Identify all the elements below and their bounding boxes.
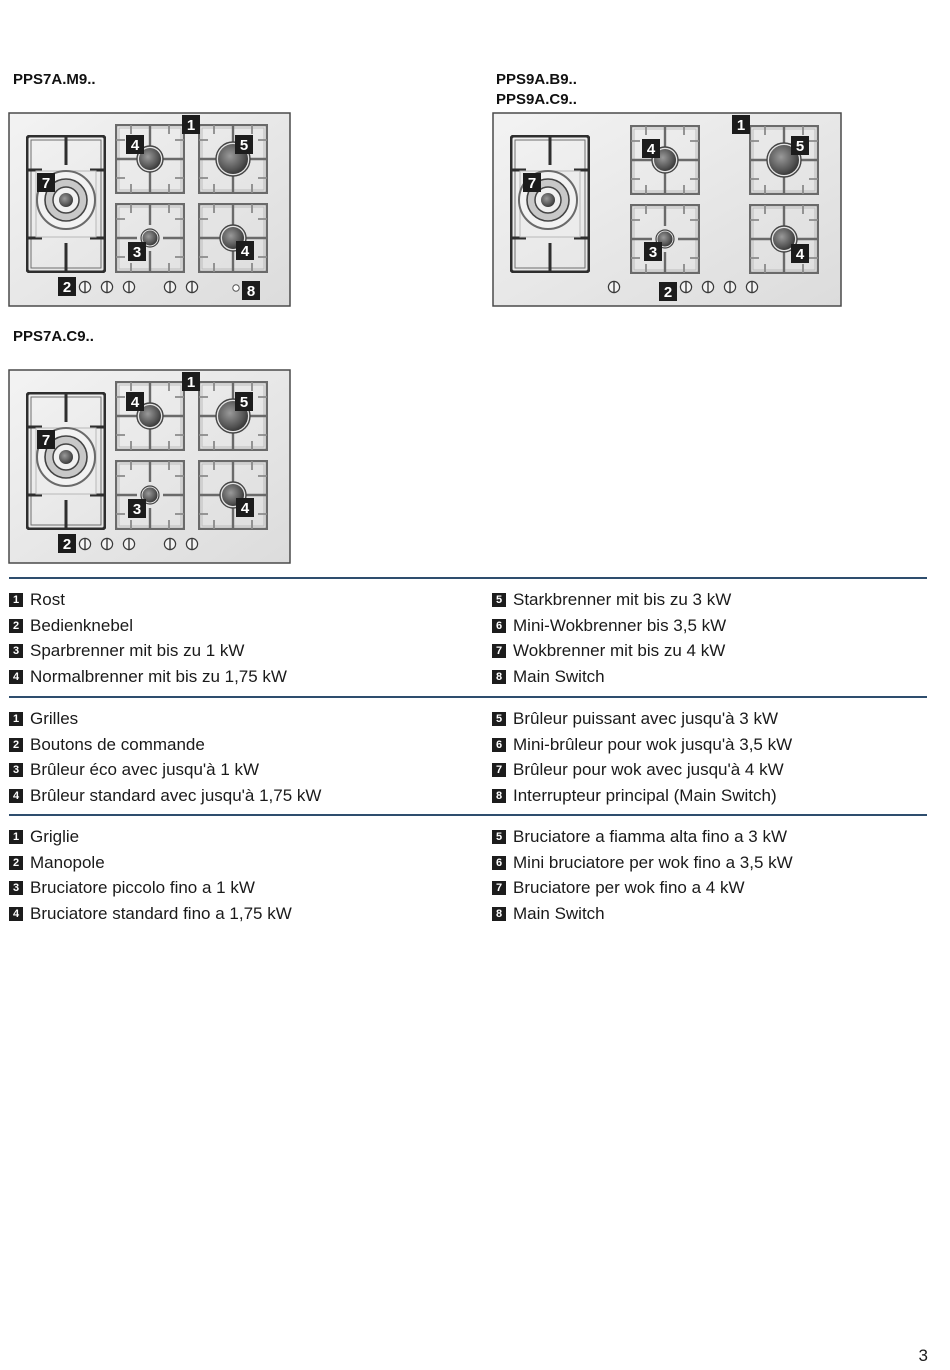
- legend-item: [492, 875, 927, 901]
- callout-3: [128, 242, 146, 261]
- number-badge: 4: [9, 907, 23, 921]
- number-badge: 4: [9, 670, 23, 684]
- callout-4: [236, 241, 254, 260]
- callout-4: [236, 498, 254, 517]
- callout-7: [37, 173, 55, 192]
- model-label-pps9a-b9: PPS9A.B9..: [496, 71, 577, 88]
- legend-text: Bruciatore standard fino a 1,75 kW: [30, 903, 292, 923]
- number-badge: 3: [9, 644, 23, 658]
- svg-text:2: 2: [663, 284, 673, 301]
- legend-text: Mini bruciatore per wok fino a 3,5 kW: [513, 852, 793, 872]
- legend-item: [9, 706, 492, 732]
- svg-text:4: 4: [240, 500, 250, 517]
- number-badge: 1: [9, 593, 23, 607]
- number-badge: 8: [492, 907, 506, 921]
- legend-text: Brûleur puissant avec jusqu'à 3 kW: [513, 708, 778, 728]
- callout-4: [642, 139, 660, 158]
- svg-text:2: 2: [62, 279, 72, 296]
- legend-item: [492, 783, 927, 809]
- number-badge: 1: [9, 830, 23, 844]
- legend-text: Brûleur pour wok avec jusqu'à 4 kW: [513, 760, 784, 780]
- legend-text: Bruciatore piccolo fino a 1 kW: [30, 878, 255, 898]
- svg-text:2: 2: [62, 536, 72, 553]
- svg-text:5: 5: [239, 137, 249, 154]
- legend-item: [492, 732, 927, 758]
- model-label-pps7a-c9: PPS7A.C9..: [13, 328, 94, 345]
- legend-item: [9, 757, 492, 783]
- svg-text:7: 7: [41, 175, 51, 192]
- svg-text:1: 1: [186, 374, 196, 391]
- number-badge: 8: [492, 670, 506, 684]
- legend-text: Brûleur standard avec jusqu'à 1,75 kW: [30, 785, 322, 805]
- legend-item: [492, 638, 927, 664]
- svg-text:1: 1: [736, 117, 746, 134]
- legend-text: Griglie: [30, 826, 80, 846]
- callout-1: [732, 115, 750, 134]
- number-badge: 4: [9, 789, 23, 803]
- number-badge: 5: [492, 593, 506, 607]
- number-badge: 2: [9, 619, 23, 633]
- number-badge: 6: [492, 856, 506, 870]
- number-badge: 8: [492, 789, 506, 803]
- legend-column-left: [9, 706, 492, 809]
- number-badge: 7: [492, 881, 506, 895]
- callout-2: [659, 282, 677, 301]
- svg-text:5: 5: [795, 138, 805, 155]
- legend-item: [9, 613, 492, 639]
- svg-text:7: 7: [41, 432, 51, 449]
- number-badge: 6: [492, 619, 506, 633]
- legend-text: Rost: [30, 589, 65, 609]
- legend-item: [9, 824, 492, 850]
- legend-text: Starkbrenner mit bis zu 3 kW: [513, 589, 732, 609]
- svg-text:7: 7: [527, 175, 537, 192]
- legend-column-right: [492, 587, 927, 690]
- legend-item: [9, 638, 492, 664]
- svg-text:4: 4: [240, 243, 250, 260]
- legend-text: Normalbrenner mit bis zu 1,75 kW: [30, 666, 287, 686]
- legend-item: [492, 757, 927, 783]
- callout-5: [791, 136, 809, 155]
- legend-column-left: [9, 587, 492, 690]
- callout-5: [235, 392, 253, 411]
- legend-column-right: [492, 824, 927, 927]
- legend-text: Interrupteur principal (Main Switch): [513, 785, 777, 805]
- callout-4: [126, 392, 144, 411]
- legend-text: Bruciatore a fiamma alta fino a 3 kW: [513, 826, 788, 846]
- callout-8: [242, 281, 260, 300]
- callout-3: [128, 499, 146, 518]
- model-label-pps9a-c9: PPS9A.C9..: [496, 91, 577, 108]
- legend-text: Manopole: [30, 852, 105, 872]
- legend-column-right: [492, 706, 927, 809]
- legend-text: Grilles: [30, 708, 79, 728]
- number-badge: 6: [492, 738, 506, 752]
- number-badge: 3: [9, 763, 23, 777]
- legend-text: Bedienknebel: [30, 615, 134, 635]
- legend-text: Boutons de commande: [30, 734, 205, 754]
- legend-item: [9, 850, 492, 876]
- number-badge: 2: [9, 738, 23, 752]
- model-label-pps7a-m9: PPS7A.M9..: [13, 71, 96, 88]
- legend-item: [492, 901, 927, 927]
- svg-text:1: 1: [186, 117, 196, 134]
- callout-7: [37, 430, 55, 449]
- callout-2: [58, 534, 76, 553]
- legend-item: [492, 824, 927, 850]
- callout-7: [523, 173, 541, 192]
- callout-1: [182, 372, 200, 391]
- legend-item: [9, 664, 492, 690]
- legend-item: [492, 706, 927, 732]
- svg-text:3: 3: [648, 244, 658, 261]
- legend-item: [492, 587, 927, 613]
- svg-text:3: 3: [132, 244, 142, 261]
- legend-text: Main Switch: [513, 903, 605, 923]
- legend-fr: [9, 696, 927, 809]
- callout-4: [791, 244, 809, 263]
- number-badge: 5: [492, 830, 506, 844]
- legend-it: [9, 814, 927, 927]
- legend-text: Bruciatore per wok fino a 4 kW: [513, 878, 745, 898]
- number-badge: 2: [9, 856, 23, 870]
- svg-text:4: 4: [130, 137, 140, 154]
- legend-text: Mini-Wokbrenner bis 3,5 kW: [513, 615, 727, 635]
- legend-item: [492, 664, 927, 690]
- legend-item: [9, 783, 492, 809]
- legend-item: [9, 587, 492, 613]
- legend-item: [9, 732, 492, 758]
- svg-text:5: 5: [239, 394, 249, 411]
- legend-item: [9, 901, 492, 927]
- page-number: 3: [918, 1346, 928, 1365]
- callout-5: [235, 135, 253, 154]
- number-badge: 7: [492, 763, 506, 777]
- legend-item: [492, 613, 927, 639]
- svg-text:3: 3: [132, 501, 142, 518]
- svg-text:4: 4: [646, 141, 656, 158]
- legend-text: Main Switch: [513, 666, 605, 686]
- main-switch-icon: [233, 285, 239, 291]
- svg-text:8: 8: [246, 283, 256, 300]
- legend-text: Wokbrenner mit bis zu 4 kW: [513, 641, 726, 661]
- callout-1: [182, 115, 200, 134]
- svg-text:4: 4: [795, 246, 805, 263]
- legend-text: Brûleur éco avec jusqu'à 1 kW: [30, 760, 260, 780]
- legend-de: [9, 577, 927, 690]
- number-badge: 3: [9, 881, 23, 895]
- hob-diagram-pps7a-c9: [8, 369, 292, 565]
- number-badge: 5: [492, 712, 506, 726]
- legend-text: Mini-brûleur pour wok jusqu'à 3,5 kW: [513, 734, 793, 754]
- svg-text:4: 4: [130, 394, 140, 411]
- legend-item: [9, 875, 492, 901]
- callout-3: [644, 242, 662, 261]
- legend-column-left: [9, 824, 492, 927]
- legend-text: Sparbrenner mit bis zu 1 kW: [30, 641, 245, 661]
- hob-diagram-pps9a: [492, 112, 844, 308]
- number-badge: 1: [9, 712, 23, 726]
- hob-diagram-pps7a-m9: [8, 112, 292, 308]
- number-badge: 7: [492, 644, 506, 658]
- legend-item: [492, 850, 927, 876]
- callout-4: [126, 135, 144, 154]
- callout-2: [58, 277, 76, 296]
